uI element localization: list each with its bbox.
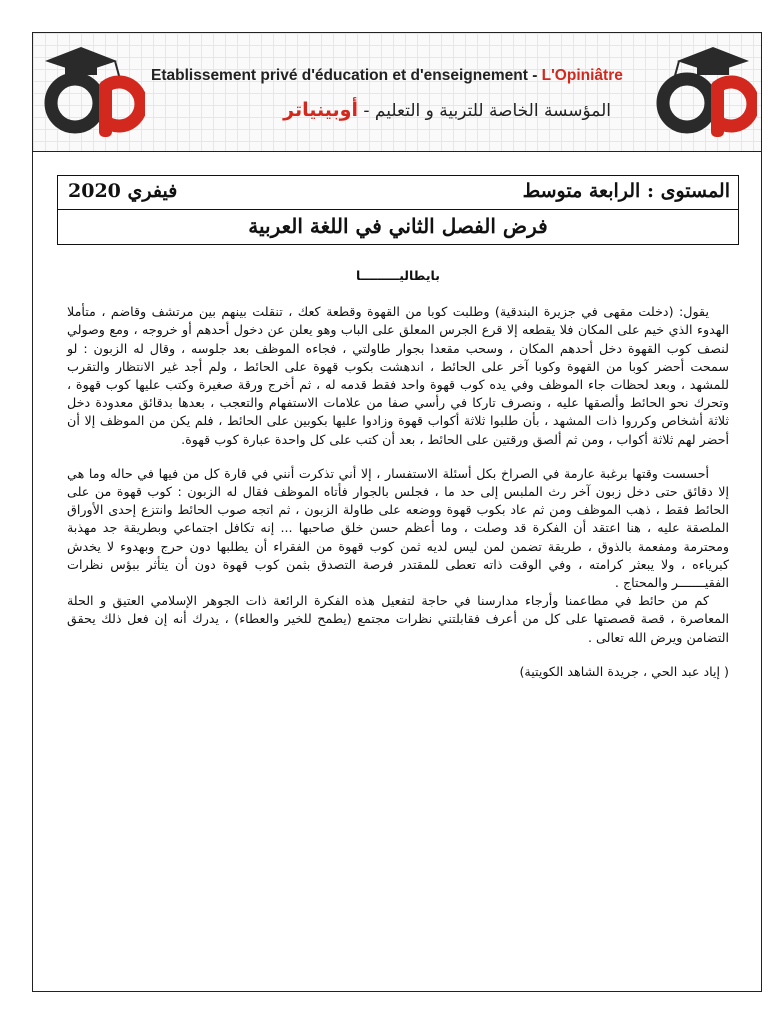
school-logo-icon [37,39,145,139]
arabic-prefix: المؤسسة الخاصة للتربية و التعليم - [357,101,611,121]
exam-info-box [57,175,739,245]
page-frame [32,32,762,992]
school-header [33,33,761,152]
paragraph-3: كم من حائط في مطاعمنا وأرجاء مدارسنا في حاجة لتفعيل هذه الفكرة الرائعة ذات الجوهر الإسلامي العتيق و الحلة المعاصرة ، قصة قصصتها على كل من أعرف فقابلتني نظرات مجتمع (يطمح للخير والعطاء) ، يدرك أنه إن فعل ذلك يحقق التضامن ويرض الله تعالى . [67,593,729,645]
level-row [58,176,738,210]
paragraph-2: أحسست وقتها برغبة عارمة في الصراخ بكل أسئلة الاستفسار ، إلا أني تذكرت أنني في قارة كل من فيها في حاله وما هي إلا دقائق حتى دخل زبون آخر رث الملبس إلى حد ما ، فجلس بالجوار فأتاه الموظف فقال له الزبون : كوب قهوة من على الحائط فقط ، ذهب الموظف ومن ثم عاد بكوب قهوة ووضعه على طاولة الزبون ، ثم اتجه صوب الحائط وانتزع إحدى الأوراق الملصقة عليه ، هنا اعتقد أن الفكرة قد وصلت ، وما أعظم حسن خلق صاحبها ... إنه تكافل اجتماعي وبطريقة جد مهذبة ومحترمة ومفعمة بالذوق ، طريقة تضمن لمن ليس لديه ثمن كوب قهوة من الفقراء أن يطلبها دون حرج وبهدوء لا يخدش كبرياءه ، ولا يبعثر كرامته ، وفي الوقت ذاته تعطى للمقتدر فرصة التصدق بثمن كوب قهوة دون أن يتأثر ببؤس نظرات الفقيـــــــر والمحتاج . [67,465,729,591]
school-logo-right-icon [649,39,757,139]
french-brand: L'Opiniâtre [541,67,623,84]
passage-source: ( إياد عبد الحي ، جريدة الشاهد الكويتية) [519,663,729,679]
arabic-brand: أوبينياتر [283,99,358,121]
school-name-arabic [191,99,611,121]
passage-title: بايطاليـــــــــا [356,268,440,283]
exam-date: فيفري 2020 [68,180,178,202]
french-prefix: Etablissement privé d'éducation et d'enseignement - [151,67,542,84]
reading-passage [67,267,729,697]
school-name-french [151,67,639,85]
exam-level: المستوى : الرابعة متوسط [522,180,730,202]
exam-subject: فرض الفصل الثاني في اللغة العربية [248,214,548,238]
paragraph-1: يقول: (دخلت مقهى في جزيرة البندقية) وطلبت كوبا من القهوة وقطعة كعك ، تنقلت بينهم بين مرتشف وقاضم ، متأملا الهدوء الذي خيم على المكان فلا يقطعه إلا قرع الجرس المعلق على الباب وهو يعلن عن دخول أحدهم أو خروجه ، ومع وصولي لنصف كوب القهوة دخل أحدهم المكان ، وسحب مقعدا بجوار طاولتي ، فجاءه الموظف بعد جلوسه ، وقال له الزبون : لو سمحت أحضر كوبا من القهوة وكوبا آخر على الحائط ، اندهشت بكوب قهوة على الحائط ، ولم أجد غير الانتظار والتقرب للمشهد ، وبعد لحظات جاء الموظف وفي يده كوب قهوة واحد فقط قدمه له ، ثم أخرج ورقة صغيرة وكتب عليها كوب قهوة ، وتحرك نحو الحائط وألصقها عليه ، ونصرف تاركا في رأسي صفا من علامات الاستفهام والتعجب ، بعدها بدقائق معدودة دخل ثلاثة أشخاص وكرروا ذات المشهد ، بأن طلبوا ثلاثة أكواب قهوة وزادوا عليها بكوبين على الحائط ، فلم يكن من الموظف إلا أن أحضر لهم ثلاثة أكواب ، ومن ثم ألصق ورقتين على الحائط ، بعد أن كتب على كل واحدة عبارة كوب قهوة. [67,304,729,447]
